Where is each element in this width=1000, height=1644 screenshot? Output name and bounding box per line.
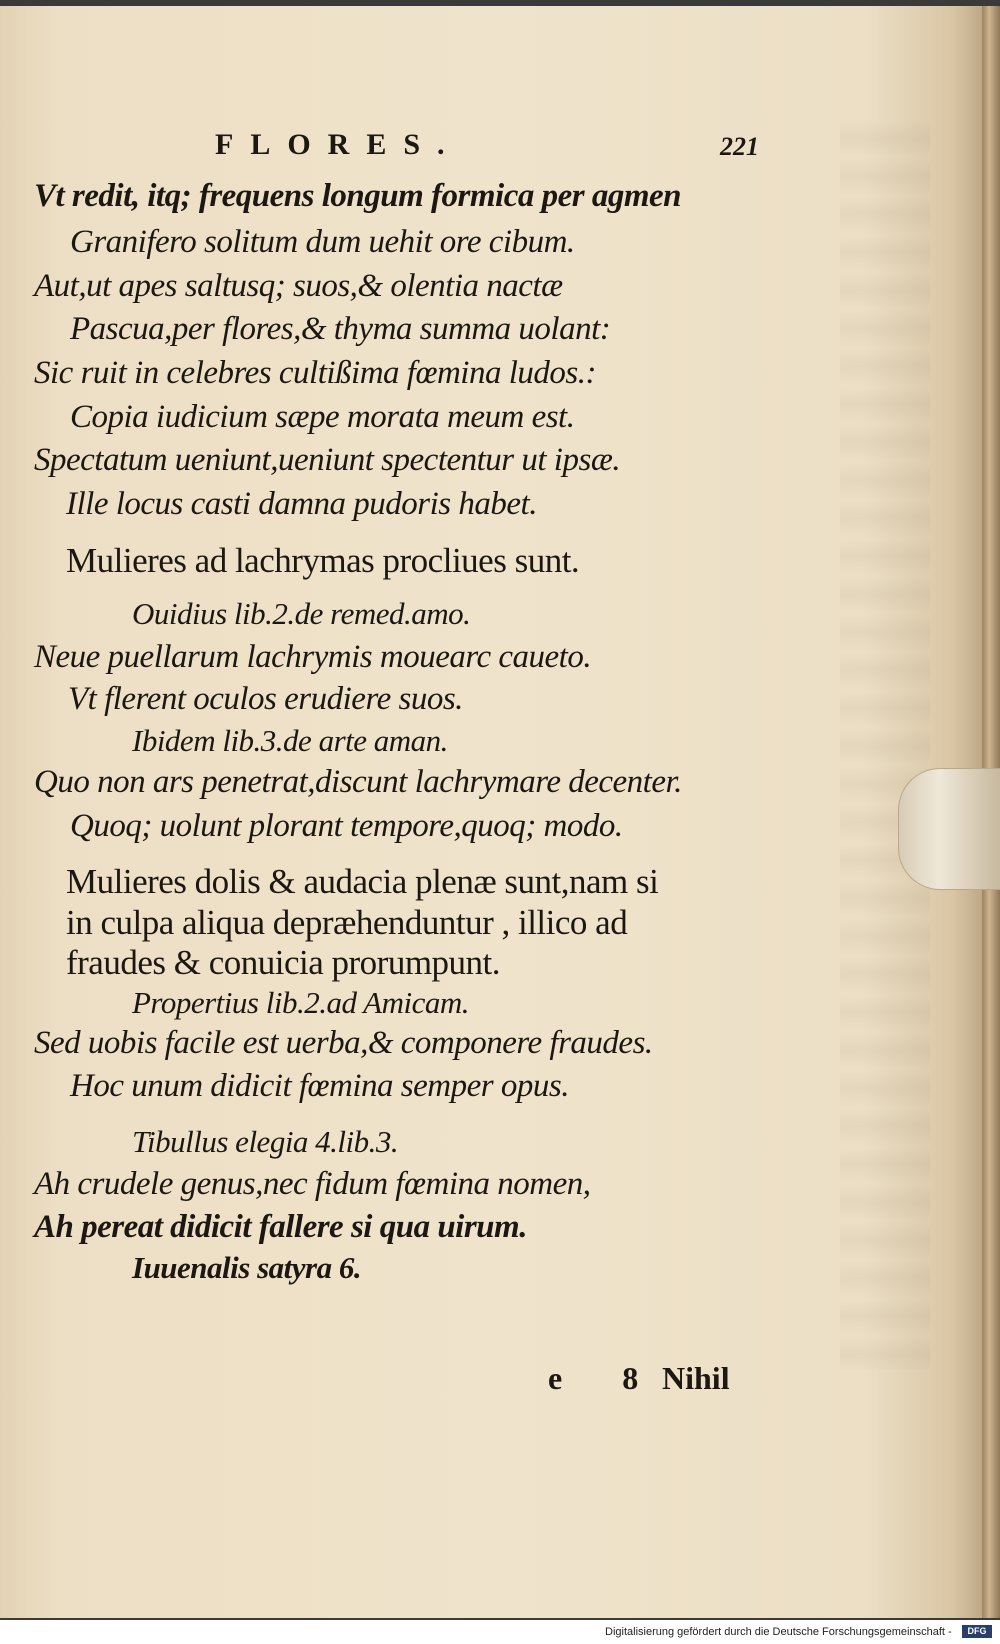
text-line: Sic ruit in celebres cultißima fœmina ludos.: xyxy=(34,355,596,391)
text-line: Copia iudicium sæpe morata meum est. xyxy=(70,399,575,435)
signature-mark: e 8 xyxy=(548,1360,665,1396)
footer-credit: Digitalisierung gefördert durch die Deutsche Forschungsgemeinschaft - xyxy=(605,1626,952,1638)
text-line: Neue puellarum lachrymis mouearc caueto. xyxy=(34,639,592,675)
running-head: FLORES. xyxy=(215,128,462,161)
text-line: Sed uobis facile est uerba,& componere fraudes. xyxy=(34,1025,653,1061)
text-line: Ah crudele genus,nec fidum fœmina nomen, xyxy=(34,1166,591,1202)
text-line: Quo non ars penetrat,discunt lachrymare decenter. xyxy=(34,764,682,800)
source-citation: Propertius lib.2.ad Amicam. xyxy=(132,985,469,1020)
catchword: Nihil xyxy=(662,1360,730,1396)
page-tab xyxy=(898,768,1000,890)
text-line: Ah pereat didicit fallere si qua uirum. xyxy=(34,1209,527,1245)
page-number: 221 xyxy=(720,132,759,161)
section-heading: Mulieres dolis & audacia plenæ sunt,nam si xyxy=(66,862,659,901)
section-heading: fraudes & conuicia prorumpunt. xyxy=(66,943,501,982)
text-line: Granifero solitum dum uehit ore cibum. xyxy=(70,224,575,260)
text-line: Hoc unum didicit fœmina semper opus. xyxy=(70,1068,569,1104)
text-line: Aut,ut apes saltusq; suos,& olentia nactæ xyxy=(34,268,563,304)
text-line: Vt flerent oculos erudiere suos. xyxy=(68,681,463,717)
text-line: Ille locus casti damna pudoris habet. xyxy=(66,486,537,522)
section-heading: in culpa aliqua depræhenduntur , illico ad xyxy=(66,903,628,942)
source-citation: Tibullus elegia 4.lib.3. xyxy=(132,1124,399,1159)
source-citation: Iuuenalis satyra 6. xyxy=(132,1250,362,1285)
text-line: Pascua,per flores,& thyma summa uolant: xyxy=(70,311,611,347)
text-line: Spectatum ueniunt,ueniunt spectentur ut ipsæ. xyxy=(34,442,621,478)
source-citation: Ouidius lib.2.de remed.amo. xyxy=(132,596,471,631)
source-citation: Ibidem lib.3.de arte aman. xyxy=(132,723,448,758)
text-line: Quoq; uolunt plorant tempore,quoq; modo. xyxy=(70,808,623,844)
text-line: Vt redit, itq; frequens longum formica per agmen xyxy=(34,178,682,214)
dfg-logo: DFG xyxy=(962,1625,992,1638)
section-heading: Mulieres ad lachrymas procliues sunt. xyxy=(66,541,580,580)
bleed-through-shadow xyxy=(840,120,930,1370)
